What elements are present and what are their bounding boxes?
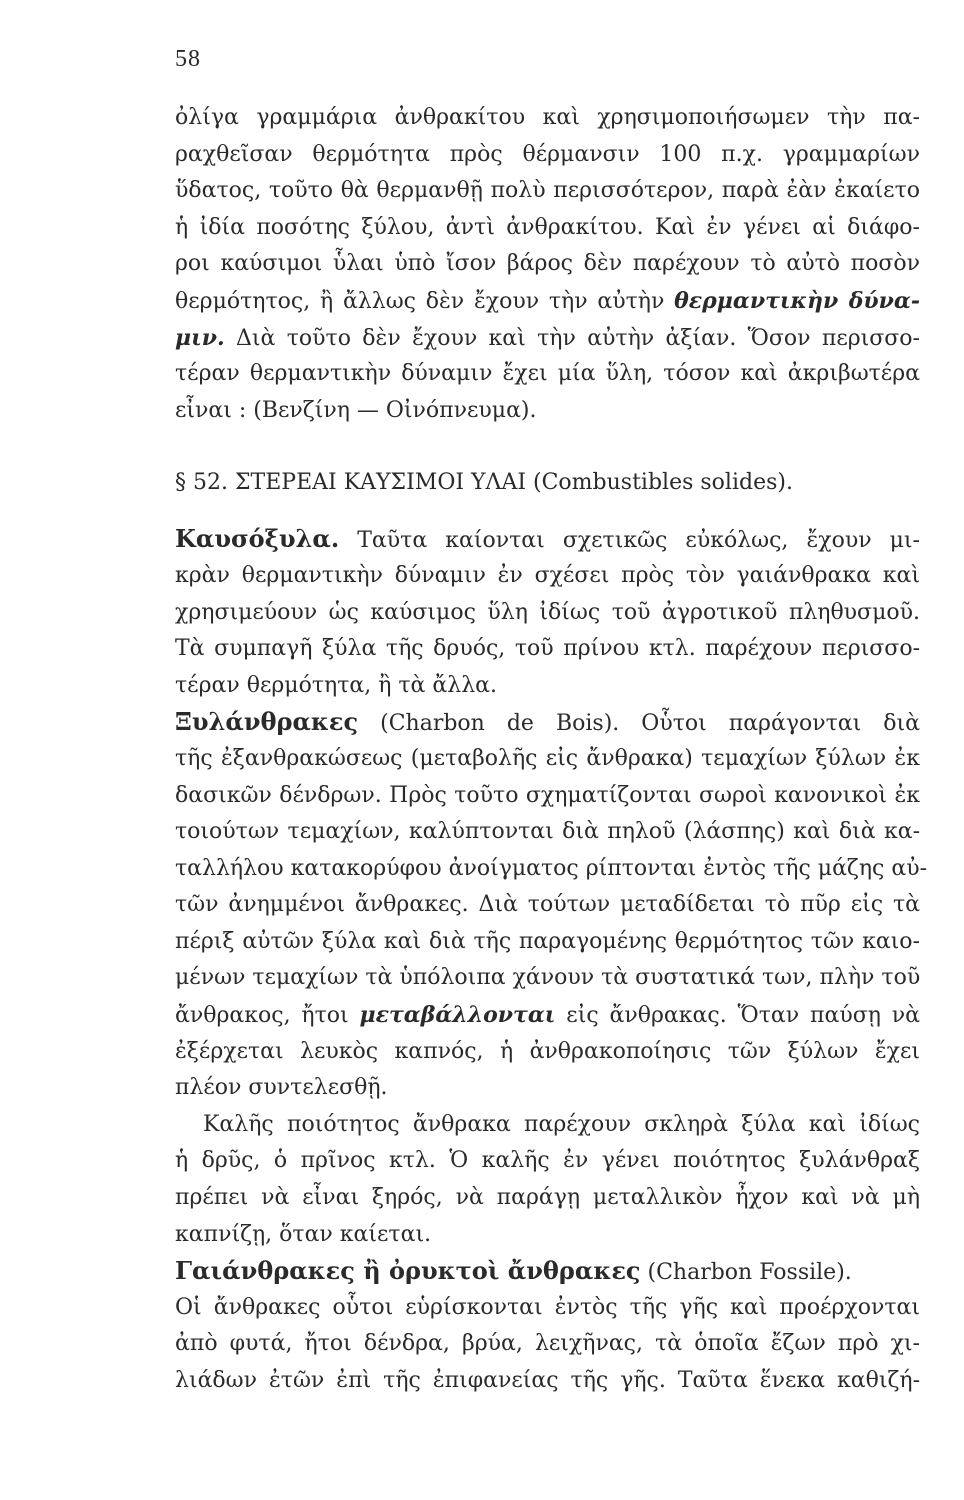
text-run: Διὰ τοῦτο δὲν ἔχουν καὶ τὴν αὐτὴν ἀξίαν. Ὅσον περισσο- [224, 325, 920, 351]
text-line: Τὰ συμπαγῆ ξύλα τῆς δρυός, τοῦ πρίνου κτλ. παρέχουν περισσο- [175, 636, 920, 662]
text-line: ἐξέρχεται λευκὸς καπνός, ἡ ἀνθρακοποίησις τῶν ξύλων ἔχει [175, 1038, 920, 1064]
page-number: 58 [175, 46, 201, 72]
text-line: τοιούτων τεμαχίων, καλύπτονται διὰ πηλοῦ (λάσπης) καὶ διὰ κα- [175, 819, 920, 845]
page-body [175, 100, 928, 1400]
text-line: ροι καύσιμοι ὗλαι ὑπὸ ἴσον βάρος δὲν παρέχουν τὸ αὐτὸ ποσὸν [175, 251, 920, 277]
term-coal: Γαιάνθρακες ἢ ὀρυκτοὶ ἄνθρακες [175, 1256, 641, 1286]
text-line: ἡ δρῦς, ὁ πρῖνος κτλ. Ὁ καλῆς ἐν γένει ποιότητος ξυλάνθραξ [175, 1148, 920, 1174]
text-line [175, 704, 920, 741]
paragraph-charcoal-quality [175, 1107, 920, 1253]
text-line: τῆς ἐξανθρακώσεως (μεταβολῆς εἰς ἄνθρακα) τεμαχίων ξύλων ἐκ [175, 745, 920, 771]
term-firewood: Καυσόξυλα. [175, 524, 340, 554]
text-run: (Charbon Fossile). [640, 1260, 852, 1286]
text-line: λιάδων ἐτῶν ἐπὶ τῆς ἐπιφανείας τῆς γῆς. Ταῦτα ἕνεκα καθιζή- [175, 1368, 920, 1393]
text-line: τέραν θερμαντικὴν δύναμιν ἔχει μία ὕλη, τόσον καὶ ἀκριβωτέρα [175, 361, 920, 387]
paragraph-charcoal [175, 704, 928, 1107]
text-line: εἶναι : (Βενζίνη — Οἰνόπνευμα). [175, 397, 537, 423]
text-line: κρὰν θερμαντικὴν δύναμιν ἐν σχέσει πρὸς τὸν γαιάνθρακα καὶ [175, 562, 920, 588]
text-line: χρησιμεύουν ὡς καύσιμος ὕλη ἰδίως τοῦ ἀγροτικοῦ πληθυσμοῦ. [175, 599, 920, 625]
paragraph-firewood [175, 521, 920, 704]
text-line: τῶν ἀνημμένοι ἄνθρακες. Διὰ τούτων μεταδίδεται τὸ πῦρ εἰς τὰ [175, 892, 920, 918]
paragraph-heating-power [175, 100, 920, 429]
text-line [175, 1253, 920, 1290]
text-line: ἡ ἰδία ποσότης ξύλου, ἀντὶ ἀνθρακίτου. Καὶ ἐν γένει αἱ διάφο- [175, 214, 920, 240]
term-charcoal: Ξυλάνθρακες [175, 707, 359, 737]
text-run: εἰς ἄνθρακας. Ὅταν παύσῃ νὰ [555, 1003, 920, 1029]
text-line: ὕδατος, τοῦτο θὰ θερμανθῇ πολὺ περισσότερον, παρὰ ἐὰν ἐκαίετο [175, 178, 920, 204]
text-line [175, 521, 920, 558]
emphasis-heating-power: θερμαντικὴν δύνα- [674, 287, 920, 314]
text-line: ὀλίγα γραμμάρια ἀνθρακίτου καὶ χρησιμοποιήσωμεν τὴν πα- [175, 105, 920, 130]
text-line: τέραν θερμότητα, ἢ τὰ ἄλλα. [175, 672, 497, 698]
text-line: Καλῆς ποιότητος ἄνθρακα παρέχουν σκληρὰ ξύλα καὶ ἰδίως [203, 1111, 920, 1137]
text-line [175, 283, 920, 320]
emphasis-transformed: μεταβάλλονται [359, 1002, 556, 1029]
text-line: ραχθεῖσαν θερμότητα πρὸς θέρμανσιν 100 π.χ. γραμμαρίων [175, 141, 920, 167]
emphasis-heating-power-end: μιν. [175, 324, 225, 351]
paragraph-coal [175, 1253, 920, 1399]
text-run: Ταῦτα καίονται σχετικῶς εὐκόλως, ἔχουν μι- [339, 528, 920, 554]
text-line: ἀπὸ φυτά, ἤτοι δένδρα, βρύα, λειχῆνας, τὰ ὁποῖα ἔζων πρὸ χι- [175, 1331, 920, 1357]
text-run: (Charbon de Bois). Οὗτοι παράγονται διὰ [358, 711, 920, 737]
text-line: δασικῶν δένδρων. Πρὸς τοῦτο σχηματίζονται σωροὶ κανονικοὶ ἐκ [175, 782, 920, 808]
text-line [175, 320, 920, 357]
text-line: Οἱ ἄνθρακες οὗτοι εὑρίσκονται ἐντὸς τῆς γῆς καὶ προέρχονται [175, 1294, 920, 1320]
text-line: πρέπει νὰ εἶναι ξηρός, νὰ παράγῃ μεταλλικὸν ἦχον καὶ νὰ μὴ [175, 1185, 920, 1211]
text-line: καπνίζῃ, ὅταν καίεται. [175, 1221, 432, 1247]
text-line: ταλλήλου κατακορύφου ἀνοίγματος ρίπτονται ἐντὸς τῆς μάζης αὐ- [175, 855, 928, 881]
text-line [175, 997, 920, 1034]
text-line: μένων τεμαχίων τὰ ὑπόλοιπα χάνουν τὰ συστατικά των, πλὴν τοῦ [175, 965, 921, 991]
text-run: ἄνθρακος, ἤτοι [175, 1003, 360, 1029]
section-heading: § 52. ΣΤΕΡΕΑΙ ΚΑΥΣΙΜΟΙ ΥΛΑΙ (Combustibles solides). [175, 470, 793, 496]
text-line: πλέον συντελεσθῇ. [175, 1075, 388, 1101]
text-line: πέριξ αὐτῶν ξύλα καὶ διὰ τῆς παραγομένης θερμότητος τῶν καιο- [175, 928, 920, 954]
text-run: θερμότητος, ἢ ἄλλως δὲν ἔχουν τὴν αὐτὴν [175, 288, 675, 314]
